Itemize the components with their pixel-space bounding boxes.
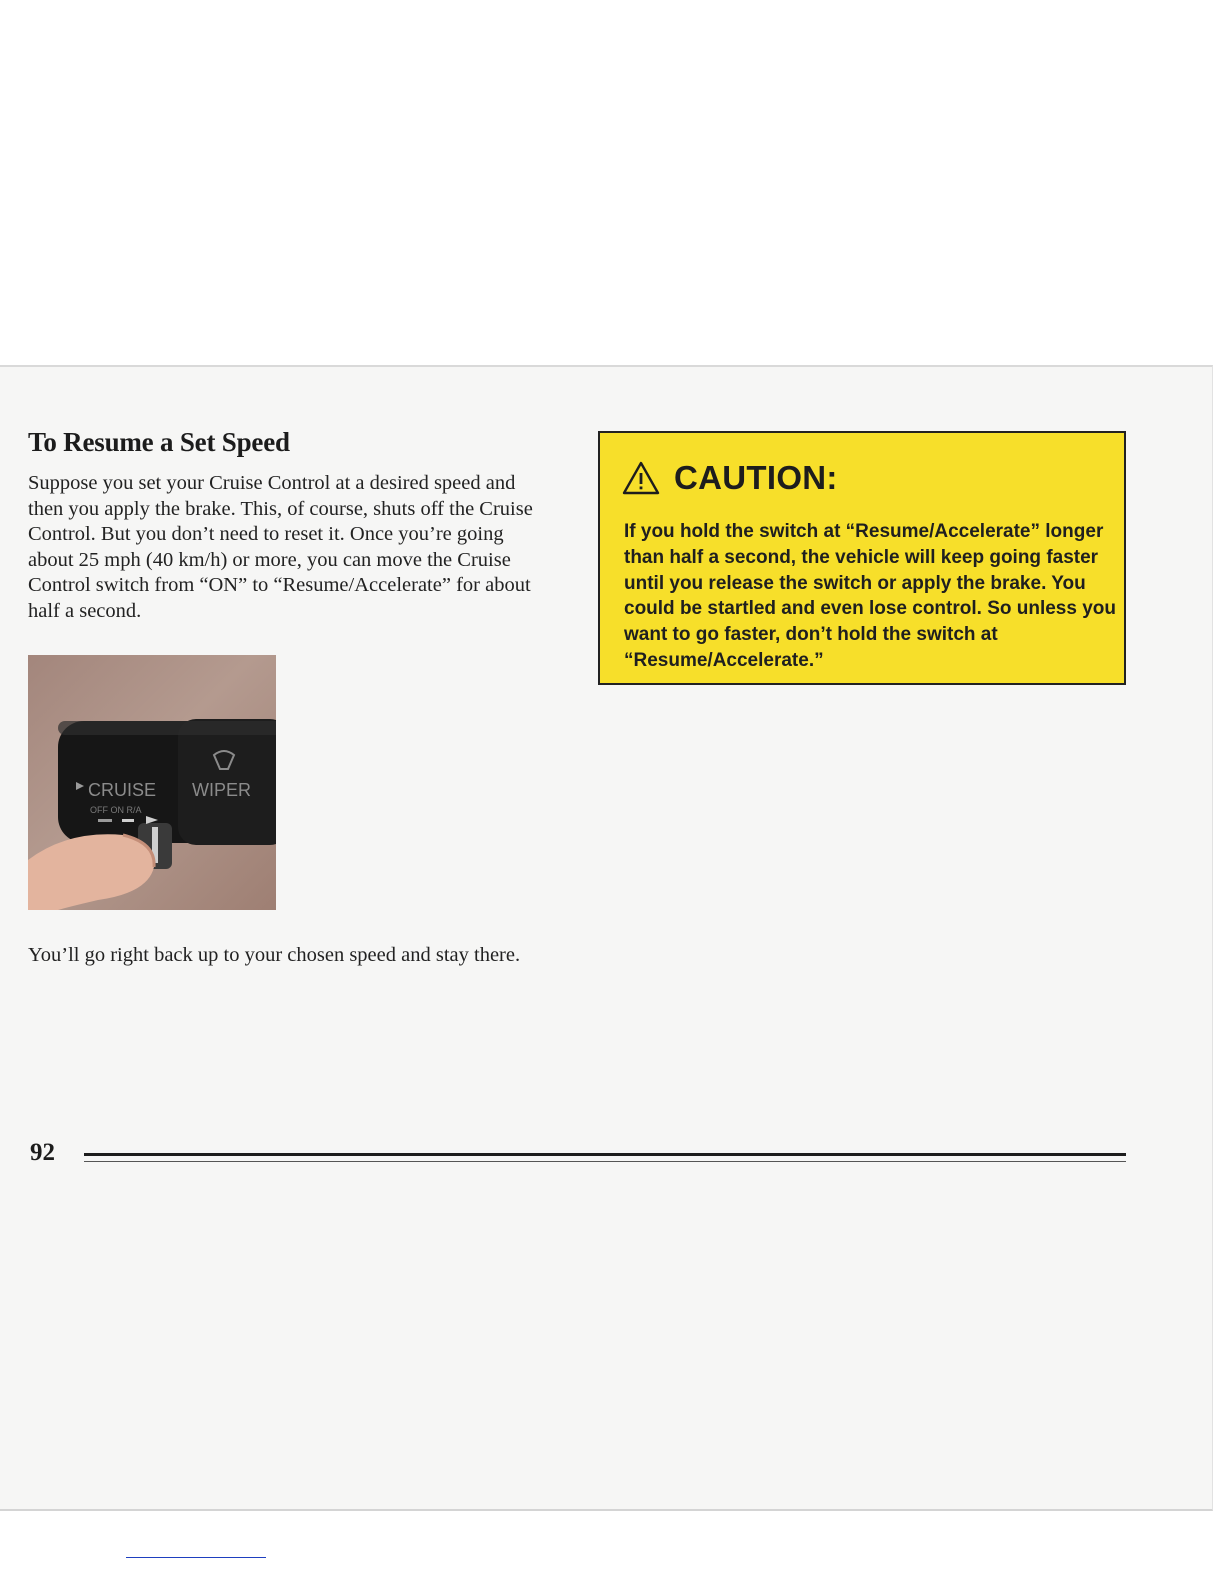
footer-rule-thin	[84, 1161, 1126, 1162]
caution-box	[598, 431, 1126, 685]
footer-rule	[84, 1153, 1126, 1156]
warning-triangle-icon	[622, 461, 660, 495]
manual-page	[0, 365, 1213, 1511]
cruise-label: CRUISE	[88, 780, 157, 800]
caution-text: If you hold the switch at “Resume/Accelerate” longer than half a second, the vehicle will keep going faster until you release the switch or apply the brake. You could be startled and even lose control. So unless you want to go faster, don’t hold the switch at “Resume/Accelerate.”	[624, 521, 1116, 671]
cruise-control-lever-photo	[28, 655, 276, 910]
intro-paragraph: Suppose you set your Cruise Control at a desired speed and then you apply the brake. This, of course, shuts off the Cruise Control. But you don’t need to reset it. Once you’re going about 25 mph (40 km/h) or more, you can move the Cruise Control switch from “ON” to “Resume/Accelerate” for about half a second.	[28, 472, 533, 622]
switch-positions-label: OFF ON R/A	[90, 805, 142, 815]
page-footer	[30, 1139, 55, 1167]
section-heading: To Resume a Set Speed	[28, 427, 290, 457]
caution-title: CAUTION:	[674, 459, 838, 496]
scan-artifact-line	[126, 1557, 266, 1558]
page-number: 92	[30, 1139, 55, 1166]
result-paragraph: You’ll go right back up to your chosen speed and stay there.	[28, 944, 521, 966]
wiper-label: WIPER	[192, 780, 252, 800]
caution-header	[622, 459, 838, 497]
